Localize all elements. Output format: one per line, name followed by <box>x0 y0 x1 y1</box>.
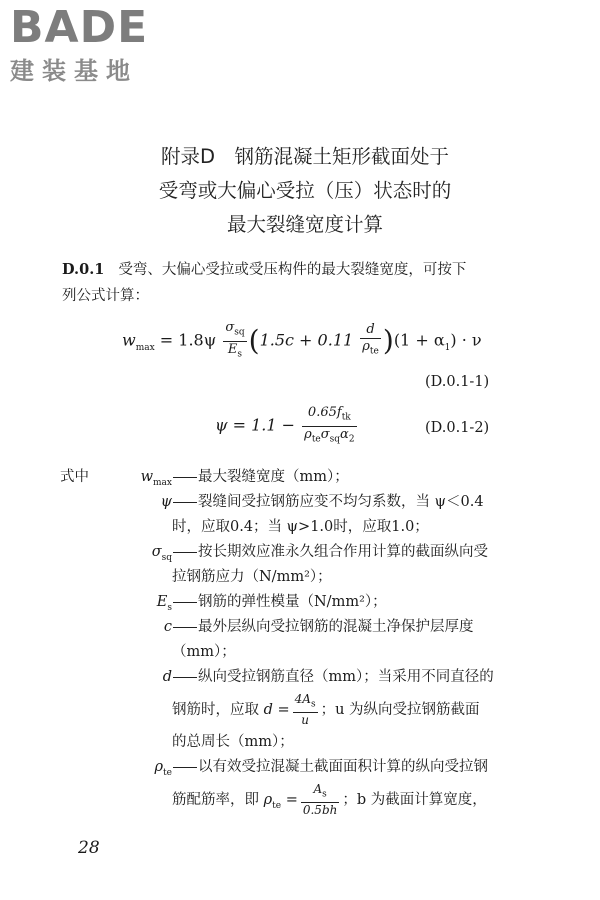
def-wmax: 式中 $w_{max}$ 最大裂缝宽度（mm）； <box>60 469 349 488</box>
logo-subtitle: 建装基地 <box>10 57 138 85</box>
def-c: c 最外层纵向受拉钢筋的混凝土净保护层厚度 （mm）； <box>163 619 474 660</box>
formula-d-0-1-2: ψ = 1.1 − $\frac{0.65f_{tk}}{\rho_{te}\sigma_{sq}\alpha_2}$ <box>215 405 359 447</box>
equation-number-1: (D.0.1-1) <box>425 374 490 390</box>
symbol-definitions <box>62 465 582 826</box>
def-rho-te: $\rho_{te}$ 以有效受拉混凝土截面面积计算的纵向受拉钢 筋配筋率，即 $\rho_{te}$ = $\frac{A_s}{0.5bh}$ ；b 为截面计算宽度， <box>154 759 488 818</box>
page-number: 28 <box>78 838 100 858</box>
psi-fraction: $\frac{0.65f_{tk}}{\rho_{te}\sigma_{sq}\alpha_2}$ <box>304 405 355 445</box>
clause-number: D.0.1 <box>62 261 105 278</box>
def-psi: ψ 裂缝间受拉钢筋应变不均匀系数，当 ψ＜0.4 时，应取0.4；当 ψ>1.0时，应取1.0； <box>160 494 484 535</box>
def-sigma-sq: $\sigma_{sq}$ 按长期效应准永久组合作用计算的截面纵向受 拉钢筋应力（N/mm²）； <box>151 544 488 585</box>
clause-paragraph <box>62 260 466 280</box>
equation-number-2: (D.0.1-2) <box>425 420 490 436</box>
appendix-title <box>0 140 600 242</box>
clause-text-2: 列公式计算： <box>62 288 149 304</box>
logo <box>10 2 180 86</box>
stress-ratio-fraction: $\frac{\sigma_{sq}}{E_s}$ <box>225 320 245 360</box>
clause-text-1: 受弯、大偏心受拉或受压构件的最大裂缝宽度，可按下 <box>118 262 467 278</box>
logo-wordmark: BADE <box>10 2 149 53</box>
title-line-3: 最大裂缝宽度计算 <box>226 213 383 236</box>
title-line-2: 受弯或大偏心受拉（压）状态时的 <box>158 179 452 202</box>
title-line-1: 附录D 钢筋混凝土矩形截面处于 <box>160 145 449 168</box>
formula-d-0-1-1: $w_{max} = 1.8\psi$ $\frac{\sigma_{sq}}{E_s}$ (1.5c + 0.11 $\frac{d}{\rho_{te}}$ )$(1 + \alpha_1) \cdot \nu$ <box>122 320 482 362</box>
diameter-ratio-fraction: $\frac{d}{\rho_{te}}$ <box>362 322 379 357</box>
def-es: $E_s$ 钢筋的弹性模量（N/mm²）； <box>156 594 387 613</box>
def-d: d 纵向受拉钢筋直径（mm）；当采用不同直径的 钢筋时，应取 d = $\frac{4A_s}{u}$ ；u 为纵向受拉钢筋截面 的总周长（mm）； <box>162 669 494 750</box>
